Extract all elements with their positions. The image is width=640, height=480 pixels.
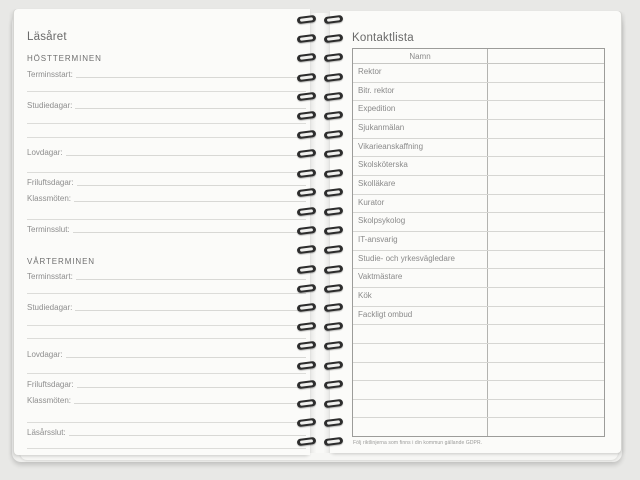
table-row bbox=[353, 139, 604, 158]
field-label: Studiedagar: bbox=[27, 101, 73, 110]
field-terminsstart-ht bbox=[27, 69, 306, 79]
row-blank-cell bbox=[353, 400, 488, 418]
row-label: Expedition bbox=[353, 101, 488, 119]
table-row bbox=[353, 120, 604, 139]
row-label: Skolpsykolog bbox=[353, 213, 488, 231]
table-header-blank bbox=[488, 49, 604, 63]
row-blank-cell bbox=[488, 418, 604, 436]
table-empty-row bbox=[353, 344, 604, 363]
field-label: Terminsslut: bbox=[27, 225, 70, 234]
row-blank-cell bbox=[488, 307, 604, 325]
write-line bbox=[77, 185, 306, 186]
table-empty-row bbox=[353, 325, 604, 344]
row-label: Sjukanmälan bbox=[353, 120, 488, 138]
row-blank-cell bbox=[488, 120, 604, 138]
table-row bbox=[353, 176, 604, 195]
table-empty-row bbox=[353, 400, 604, 419]
table-row bbox=[353, 157, 604, 176]
row-label: IT-ansvarig bbox=[353, 232, 488, 250]
table-row bbox=[353, 288, 604, 307]
field-label: Friluftsdagar: bbox=[27, 178, 74, 187]
write-line bbox=[27, 137, 306, 138]
row-blank-cell bbox=[353, 363, 488, 381]
table-row bbox=[353, 83, 604, 102]
table-row bbox=[353, 213, 604, 232]
notebook-spine bbox=[308, 13, 332, 453]
field-studiedagar-vt bbox=[27, 302, 306, 312]
row-blank-cell bbox=[353, 418, 488, 436]
row-blank-cell bbox=[488, 269, 604, 287]
row-blank-cell bbox=[488, 64, 604, 82]
write-line bbox=[76, 279, 306, 280]
field-label: Klassmöten: bbox=[27, 396, 72, 405]
field-label: Lovdagar: bbox=[27, 148, 63, 157]
table-empty-row bbox=[353, 381, 604, 400]
field-label: Klassmöten: bbox=[27, 194, 72, 203]
row-blank-cell bbox=[353, 325, 488, 343]
table-row bbox=[353, 101, 604, 120]
row-blank-cell bbox=[488, 288, 604, 306]
row-blank-cell bbox=[353, 381, 488, 399]
write-line bbox=[73, 232, 306, 233]
row-blank-cell bbox=[488, 344, 604, 362]
write-line bbox=[69, 435, 306, 436]
table-row bbox=[353, 307, 604, 326]
write-line bbox=[27, 91, 306, 92]
right-page bbox=[330, 11, 621, 453]
row-blank-cell bbox=[488, 176, 604, 194]
write-line bbox=[75, 310, 306, 311]
table-empty-row bbox=[353, 418, 604, 436]
table-row bbox=[353, 269, 604, 288]
field-klassmoten-vt bbox=[27, 395, 306, 405]
field-label: Friluftsdagar: bbox=[27, 380, 74, 389]
page-title-kontaktlista: Kontaktlista bbox=[352, 32, 414, 44]
field-label: Läsårsslut: bbox=[27, 428, 66, 437]
row-label: Skolläkare bbox=[353, 176, 488, 194]
field-terminsslut-ht bbox=[27, 224, 306, 234]
table-row bbox=[353, 195, 604, 214]
write-line bbox=[27, 373, 306, 374]
field-lovdagar-ht bbox=[27, 147, 306, 157]
table-header-row bbox=[353, 49, 604, 64]
field-label: Studiedagar: bbox=[27, 303, 73, 312]
table-row bbox=[353, 64, 604, 83]
row-blank-cell bbox=[488, 101, 604, 119]
field-label: Terminsstart: bbox=[27, 272, 73, 281]
write-line bbox=[27, 123, 306, 124]
write-line bbox=[77, 387, 306, 388]
row-blank-cell bbox=[488, 363, 604, 381]
row-blank-cell bbox=[488, 232, 604, 250]
write-line bbox=[27, 448, 306, 449]
row-label: Rektor bbox=[353, 64, 488, 82]
write-line bbox=[27, 293, 306, 294]
row-blank-cell bbox=[488, 381, 604, 399]
row-blank-cell bbox=[488, 157, 604, 175]
write-line bbox=[27, 422, 306, 423]
row-label: Kök bbox=[353, 288, 488, 306]
section-heading-hostterminen: HÖSTTERMINEN bbox=[27, 54, 102, 63]
row-label: Vaktmästare bbox=[353, 269, 488, 287]
field-lovdagar-vt bbox=[27, 349, 306, 359]
row-blank-cell bbox=[488, 83, 604, 101]
field-friluftsdagar-vt bbox=[27, 379, 306, 389]
row-blank-cell bbox=[488, 251, 604, 269]
write-line bbox=[76, 77, 306, 78]
field-klassmoten-ht bbox=[27, 193, 306, 203]
write-line bbox=[66, 155, 306, 156]
row-blank-cell bbox=[488, 213, 604, 231]
row-label: Kurator bbox=[353, 195, 488, 213]
row-label: Skolsköterska bbox=[353, 157, 488, 175]
write-line bbox=[27, 172, 306, 173]
write-line bbox=[75, 108, 306, 109]
write-line bbox=[74, 403, 306, 404]
write-line bbox=[27, 338, 306, 339]
field-lasarsslut bbox=[27, 427, 306, 437]
field-friluftsdagar-ht bbox=[27, 177, 306, 187]
row-label: Bitr. rektor bbox=[353, 83, 488, 101]
table-row bbox=[353, 232, 604, 251]
table-header-namn: Namn bbox=[353, 49, 488, 63]
row-blank-cell bbox=[353, 344, 488, 362]
write-line bbox=[74, 201, 306, 202]
row-label: Studie- och yrkesvägledare bbox=[353, 251, 488, 269]
row-blank-cell bbox=[488, 139, 604, 157]
write-line bbox=[66, 357, 306, 358]
row-label: Fackligt ombud bbox=[353, 307, 488, 325]
write-line bbox=[27, 325, 306, 326]
gdpr-note: Följ riktlinjerna som finns i din kommun gällande GDPR. bbox=[353, 440, 483, 446]
field-label: Terminsstart: bbox=[27, 70, 73, 79]
page-title-lasaret: Läsåret bbox=[27, 31, 67, 43]
row-blank-cell bbox=[488, 325, 604, 343]
field-studiedagar-ht bbox=[27, 100, 306, 110]
contact-table bbox=[352, 48, 605, 437]
row-label: Vikarieanskaffning bbox=[353, 139, 488, 157]
table-row bbox=[353, 251, 604, 270]
table-empty-row bbox=[353, 363, 604, 382]
write-line bbox=[27, 219, 306, 220]
left-page bbox=[14, 9, 310, 455]
field-terminsstart-vt bbox=[27, 271, 306, 281]
section-heading-varterminen: VÅRTERMINEN bbox=[27, 257, 95, 266]
field-label: Lovdagar: bbox=[27, 350, 63, 359]
row-blank-cell bbox=[488, 195, 604, 213]
row-blank-cell bbox=[488, 400, 604, 418]
